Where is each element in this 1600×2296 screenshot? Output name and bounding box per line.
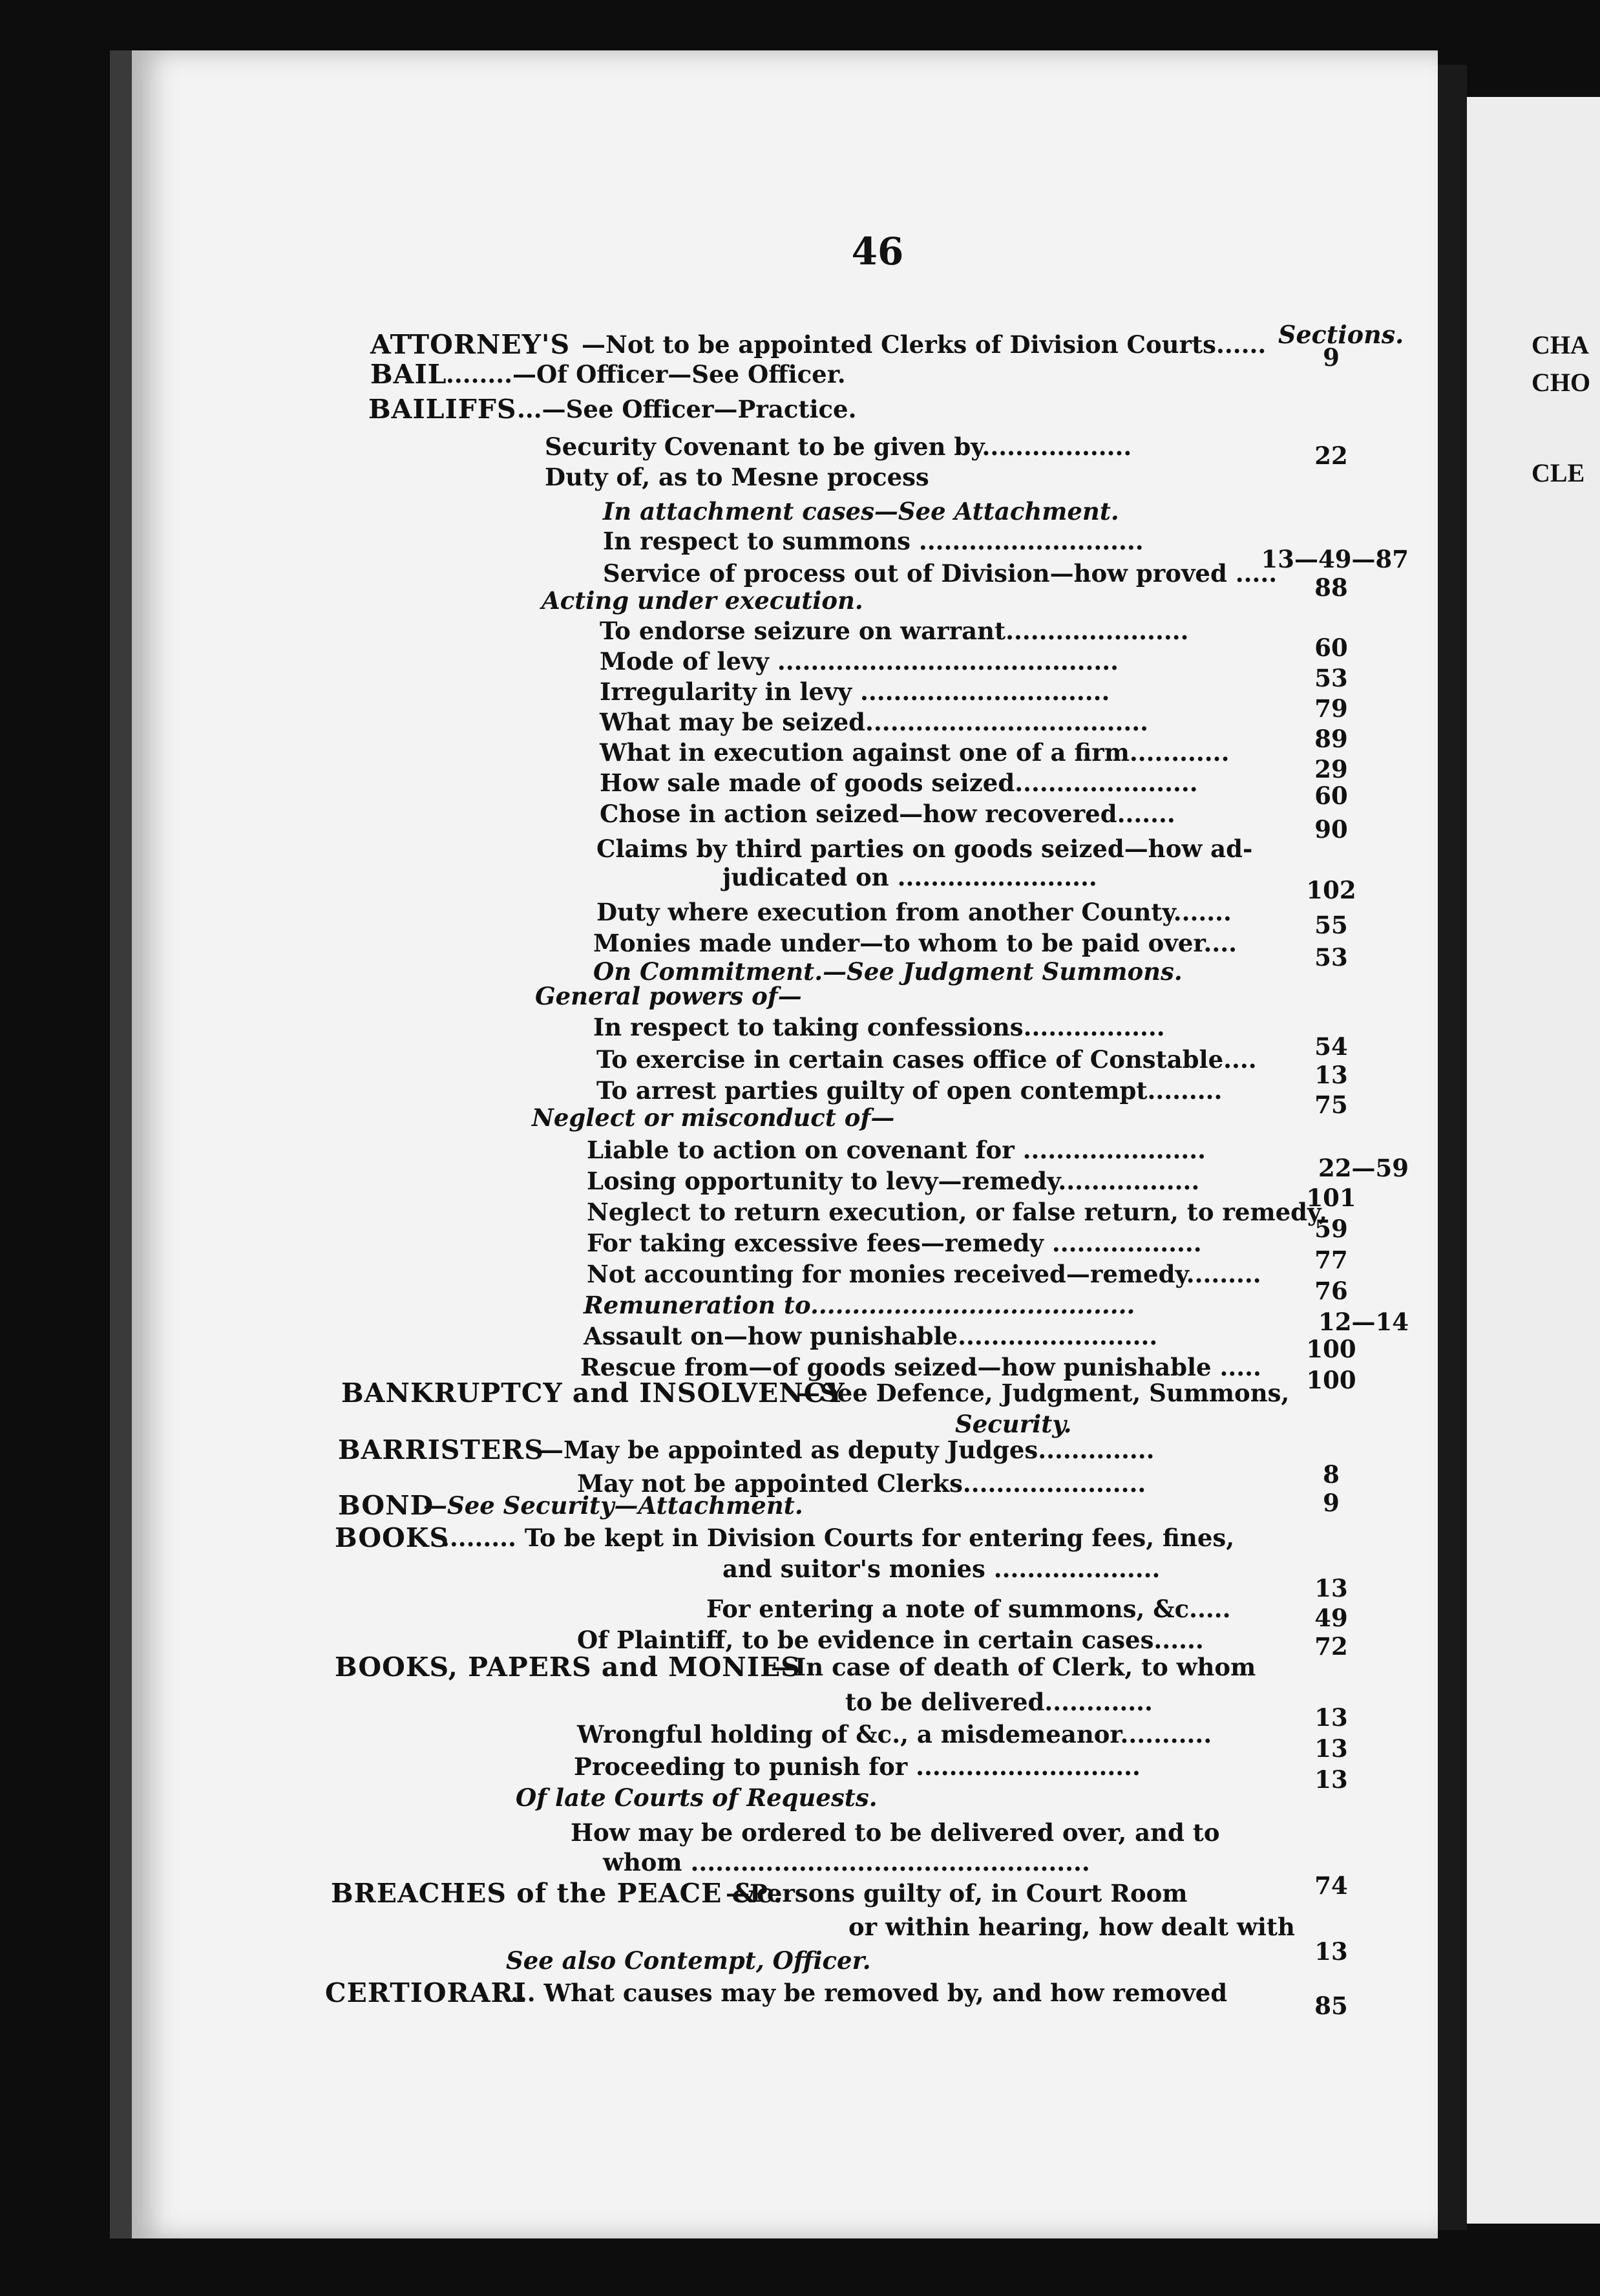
page-number: 46: [851, 229, 904, 273]
entry-text: —Persons guilty of, in Court Room: [726, 1879, 1188, 1908]
entry-text: See also Contempt, Officer.: [506, 1946, 871, 1975]
entry-text: ... What causes may be removed by, and how removed: [511, 1979, 1228, 2007]
entry-head: CERTIORARI: [325, 1977, 527, 2008]
section-number: 29: [1314, 755, 1348, 783]
entry-text: Service of process out of Division—how proved .....: [603, 559, 1278, 588]
section-number: 13: [1314, 1937, 1348, 1966]
entry-text: In respect to taking confessions.................: [593, 1013, 1165, 1041]
section-number: 13: [1314, 1574, 1348, 1602]
entry-text: For taking excessive fees—remedy ..................: [587, 1229, 1202, 1257]
entry-text: Neglect or misconduct of—: [532, 1103, 895, 1132]
section-number: 75: [1314, 1090, 1348, 1119]
section-number: 85: [1314, 1992, 1348, 2020]
entry-text: To arrest parties guilty of open contempt.........: [596, 1076, 1223, 1105]
entry-text: Duty of, as to Mesne process: [545, 463, 929, 491]
sections-heading: Sections.: [1278, 320, 1404, 349]
section-number: 13: [1314, 1703, 1348, 1732]
section-number: 12—14: [1318, 1308, 1409, 1336]
entry-text: Mode of levy .........................................: [600, 647, 1119, 675]
entry-text: Of late Courts of Requests.: [516, 1783, 878, 1812]
entry-text: judicated on ........................: [722, 863, 1097, 891]
entry-text: —Not to be appointed Clerks of Division Courts......: [582, 330, 1267, 359]
entry-head: BREACHES of the PEACE &c.: [331, 1878, 783, 1909]
section-number: 90: [1314, 815, 1348, 844]
section-number: 9: [1323, 343, 1340, 372]
entry-text: Acting under execution.: [542, 586, 863, 615]
entry-text: —May be appointed as deputy Judges..............: [540, 1436, 1155, 1464]
entry-text: Assault on—how punishable........................: [584, 1322, 1158, 1350]
entry-text: —See Defence, Judgment, Summons,: [796, 1379, 1290, 1407]
entry-text: Liable to action on covenant for ......................: [587, 1136, 1206, 1164]
entry-text: May not be appointed Clerks......................: [577, 1469, 1146, 1498]
entry-text: ........—Of Officer—See Officer.: [446, 360, 846, 388]
section-number: 13: [1314, 1765, 1348, 1794]
entry-text: —See Security—Attachment.: [423, 1491, 803, 1520]
entry-text: to be delivered.............: [845, 1688, 1153, 1716]
section-number: 72: [1314, 1632, 1348, 1661]
section-number: 89: [1314, 725, 1348, 753]
section-number: 55: [1314, 911, 1348, 939]
section-number: 101: [1306, 1184, 1356, 1212]
entry-head: BANKRUPTCY and INSOLVENCY: [341, 1377, 845, 1408]
entry-text: In attachment cases—See Attachment.: [603, 497, 1119, 526]
entry-text: Losing opportunity to levy—remedy.................: [587, 1167, 1200, 1195]
entry-text: and suitor's monies ....................: [722, 1555, 1161, 1583]
section-number: 59: [1314, 1215, 1348, 1243]
entry-text: Security.: [955, 1410, 1072, 1438]
facing-line: CHO: [1532, 368, 1591, 397]
entry-text: Irregularity in levy ..............................: [600, 677, 1110, 706]
section-number: 54: [1314, 1032, 1348, 1061]
entry-text: Chose in action seized—how recovered.......: [600, 800, 1175, 828]
section-number: 53: [1314, 664, 1348, 692]
entry-text: Neglect to return execution, or false return, to remedy,: [587, 1198, 1327, 1226]
entry-text: Monies made under—to whom to be paid over....: [593, 929, 1237, 957]
entry-text: Wrongful holding of &c., a misdemeanor...........: [577, 1720, 1212, 1749]
entry-text: Security Covenant to be given by..................: [545, 432, 1132, 461]
entry-text: Duty where execution from another County.......: [596, 898, 1232, 926]
entry-text: On Commitment.—See Judgment Summons.: [593, 957, 1183, 986]
section-number: 102: [1306, 876, 1356, 904]
entry-head: BAIL: [370, 359, 447, 390]
entry-text: ......... To be kept in Division Courts for entering fees, fines,: [441, 1524, 1235, 1552]
entry-text: To endorse seizure on warrant......................: [600, 617, 1189, 645]
section-number: 53: [1314, 943, 1348, 972]
section-number: 79: [1314, 694, 1348, 723]
entry-head: ATTORNEY'S: [370, 329, 571, 360]
entry-text: Proceeding to punish for ...........................: [574, 1752, 1141, 1781]
section-number: 22—59: [1318, 1154, 1409, 1182]
section-number: 60: [1314, 633, 1348, 662]
entry-text: Remuneration to.......................................: [584, 1291, 1135, 1319]
entry-text: ...—See Officer—Practice.: [517, 395, 857, 423]
section-number: 13—49—87: [1261, 545, 1409, 573]
entry-head: BAILIFFS: [368, 394, 517, 425]
entry-head: BARRISTERS: [338, 1434, 544, 1465]
entry-head: BOOKS: [335, 1522, 450, 1553]
entry-text: or within hearing, how dealt with: [848, 1913, 1295, 1941]
facing-line: CLE: [1532, 458, 1585, 487]
facing-page: [1467, 97, 1600, 2224]
section-number: 49: [1314, 1604, 1348, 1632]
entry-text: Of Plaintiff, to be evidence in certain cases......: [577, 1626, 1204, 1654]
section-number: 13: [1314, 1734, 1348, 1763]
section-number: 8: [1323, 1460, 1340, 1489]
entry-text: Not accounting for monies received—remedy.........: [587, 1260, 1261, 1288]
entry-text: General powers of—: [535, 982, 802, 1010]
section-number: 77: [1314, 1246, 1348, 1274]
entry-text: What in execution against one of a firm............: [600, 738, 1230, 767]
facing-line: CHA: [1532, 330, 1589, 359]
entry-text: In respect to summons ...........................: [603, 527, 1144, 555]
entry-text: To exercise in certain cases office of Constable....: [596, 1045, 1257, 1074]
entry-text: Rescue from—of goods seized—how punishable .....: [580, 1353, 1261, 1381]
entry-text: —In case of death of Clerk, to whom: [771, 1653, 1256, 1681]
section-number: 88: [1314, 573, 1348, 602]
entry-text: How sale made of goods seized......................: [600, 769, 1198, 797]
entry-text: How may be ordered to be delivered over, and to: [571, 1818, 1220, 1847]
entry-head: BOND: [338, 1490, 434, 1521]
section-number: 22: [1314, 441, 1348, 470]
entry-text: For entering a note of summons, &c.....: [706, 1595, 1231, 1623]
section-number: 13: [1314, 1061, 1348, 1089]
section-number: 76: [1314, 1277, 1348, 1305]
section-number: 9: [1323, 1489, 1340, 1517]
section-number: 60: [1314, 781, 1348, 810]
section-number: 74: [1314, 1871, 1348, 1900]
entry-text: whom ................................................: [603, 1848, 1090, 1876]
book-gutter: [1438, 65, 1467, 2230]
entry-text: Claims by third parties on goods seized—how ad-: [596, 834, 1253, 863]
entry-text: What may be seized..................................: [600, 708, 1149, 736]
section-number: 100: [1306, 1335, 1356, 1363]
entry-head: BOOKS, PAPERS and MONIES: [335, 1652, 801, 1683]
section-number: 100: [1306, 1366, 1356, 1394]
